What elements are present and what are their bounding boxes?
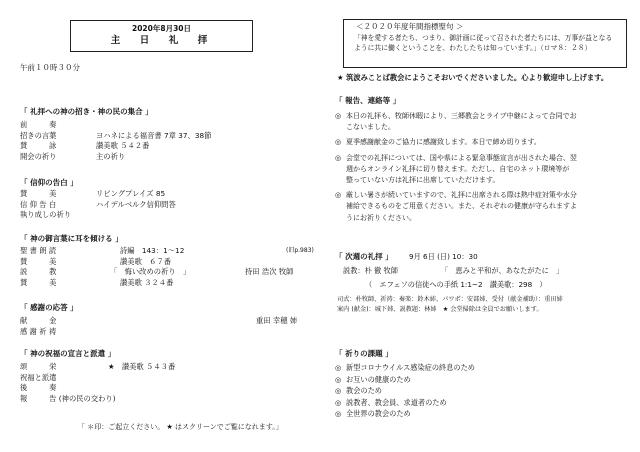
announcements-heading: 「 報告、連絡等 」 [335,96,401,105]
page-reference: (旧p.983) [286,247,314,254]
liturgy-item: 報 告 (神の民の交わり) [20,393,116,403]
liturgy-row [20,383,306,394]
liturgy-row [20,120,306,131]
next-scripture: （ エフェソの信徒への手紙 1:1~2 讃美歌：298 ） [365,280,547,289]
liturgy-row [20,373,306,384]
liturgy-item: 後 奏 [20,383,57,393]
title-box [70,20,253,52]
liturgy-item: 説 教 [20,267,57,277]
section-rows-response [20,316,306,337]
prayer-item [335,363,625,375]
double-circle-icon: ◎ [335,397,342,407]
double-circle-icon: ◎ [335,153,342,162]
preacher: 持田 浩次 牧師 [245,267,294,277]
liturgy-row [20,189,306,200]
announcement-text: 夏季感謝献金のご協力に感謝致します。本日で締め切ります。 [346,138,541,147]
announcement-item [335,190,625,224]
announcement-text: 週からオンライン礼拝に切り替えます。ただし、自宅のネット環境等が [346,164,570,173]
liturgy-row [20,278,306,289]
double-circle-icon: ◎ [335,386,342,396]
service-title: 主 日 礼 拝 [110,35,213,47]
liturgy-item: 招きの言葉 [20,130,57,140]
service-date: 2020年8月30日 [131,24,192,33]
announcement-text: こないました。 [346,123,395,132]
liturgy-item: 前 奏 [20,120,57,129]
liturgy-item: 頌 栄 [20,362,57,371]
prayer-list [335,363,625,421]
prayer-item [335,398,625,410]
liturgy-row [20,362,306,373]
liturgy-row [20,152,306,163]
liturgy-detail: 讃美歌 ３２４番 [120,277,174,287]
verse-line: ように共に働くということを、わたしたちは知っています。」（ロマ８：２８） [354,43,592,52]
prayer-text: 新型コロナウイルス感染症の終息のため [346,363,475,372]
prayer-item [335,409,625,421]
liturgy-item: 執り成しの祈り [20,210,72,220]
prayer-item [335,386,625,398]
liturgy-row [20,210,306,221]
next-service-heading: 「 次週の礼拝 」 [335,252,393,261]
liturgy-row [20,246,314,257]
prayer-heading: 「 祈りの課題 」 [335,349,393,358]
footnote: 「 ＊印：ご起立ください。 ★ はスクリーンでご覧になれます。」 [78,423,283,431]
liturgy-row [20,131,306,142]
section-heading-response: 「 感謝の応答 」 [20,303,78,312]
next-sermon-title: 「 恵みと平和が、あなたがたに 」 [441,266,564,275]
liturgy-detail: リビングプレイズ 85 [96,189,166,198]
section-heading-word: 「 神の御言葉に耳を傾ける 」 [20,234,123,243]
announcement-text: 補給できるものをご用意ください。また、それぞれの健康が守られますよ [346,202,577,211]
announcement-text: 厳しい暑さが続いていますので、礼拝に出席される際は熱中症対策や水分 [346,191,577,200]
section-heading-confession: 「 信仰の告白 」 [20,178,78,187]
prayer-text: 全世界の教会のため [346,409,411,419]
liturgy-detail: 讃美歌 ６７番 [120,256,172,266]
announcement-item [335,137,625,148]
section-rows-sending [20,362,306,404]
section-heading-gathering: 「 礼拝への神の招き・神の民の集合 」 [20,107,153,116]
double-circle-icon: ◎ [335,191,342,200]
section-rows-confession [20,189,306,221]
liturgy-detail: ★ 讃美歌 ５４３番 [108,362,176,371]
announcement-item [335,111,625,133]
next-roles: 司式：朴牧師、祈祷：奏楽：鈴木姉、パワポ：安部姉、受付（献金補助）：重田姉 [337,296,563,303]
prayer-text: お互いの健康のため [346,374,411,384]
liturgy-item: 献 金 [20,316,57,325]
liturgy-item: 信 仰 告 白 [20,199,57,209]
double-circle-icon: ◎ [335,363,342,372]
announcement-text: うにお祈りください。 [346,213,416,222]
welcome-message: ★ 筑波みことば教会にようこそおいでくださいました。心より歓迎申し上げます。 [337,73,609,82]
liturgy-item: 聖 書 朗 読 [20,246,57,255]
liturgy-item: 賛 美 [20,277,57,287]
verse-text [354,34,622,54]
section-rows-gathering [20,120,306,162]
liturgy-row [20,141,306,152]
prayer-text: 説教者、教会員、求道者のため [346,397,447,407]
liturgy-row [20,327,306,338]
next-service-date: 9月 6日 (日) 10：30 [409,252,478,261]
liturgy-row [20,257,306,268]
section-rows-word [20,246,314,288]
liturgy-detail: 主の祈り [96,151,126,161]
liturgy-row [20,316,306,327]
announcement-text: 整っていない方は礼拝に出席していただけます。 [346,175,500,184]
next-roles: 案内 (献金)：城下姉、説教題：林姉 ★ 会堂掃除は全員でお願いします。 [337,306,543,313]
liturgy-item: 賛 詠 [20,141,57,151]
liturgy-item: 開会の祈り [20,151,57,161]
liturgy-detail: 詩編 143：1〜12 [120,246,185,255]
liturgy-item: 賛 美 [20,189,57,198]
liturgy-row [20,394,306,405]
liturgy-detail: ヨハネによる福音書 7章 37、38節 [96,130,212,140]
offering-leader: 重田 幸穂 姉 [256,316,298,325]
service-time: 午前１０時３０分 [20,63,80,72]
liturgy-row [20,267,306,278]
double-circle-icon: ◎ [335,374,342,384]
liturgy-item: 祝福と派遣 [20,372,57,382]
liturgy-detail: ハイデルベルク信仰問答 [96,199,176,209]
announcement-text: 会堂での礼拝については、国や県による緊急事態宣言が出された場合、翌 [346,153,577,162]
double-circle-icon: ◎ [335,112,342,120]
double-circle-icon: ◎ [335,409,342,419]
verse-title: ＜２０２０年度年間指標聖句 ＞ [356,22,464,31]
liturgy-row [20,200,306,211]
liturgy-item: 賛 美 [20,256,57,266]
prayer-item [335,375,625,387]
annual-verse-box [343,19,627,68]
prayer-text: 教会のため [346,386,382,396]
liturgy-item: 感 謝 祈 祷 [20,326,57,336]
announcement-list [335,111,625,228]
sermon-title: 「 悔い改めの祈り 」 [110,267,191,277]
section-heading-sending: 「 神の祝福の宣言と派遣 」 [20,349,116,358]
double-circle-icon: ◎ [335,138,342,147]
verse-line: 「神を愛する者たち、つまり、御計画に従って召された者たちには、万事が益となる [354,34,613,42]
liturgy-detail: 讃美歌 ５４２番 [96,141,150,151]
announcement-item [335,153,625,187]
next-sermon-preacher: 説教：朴 徹 牧師 [343,266,398,275]
announcement-text: 本日の礼拝も、牧師休暇により、三郷教会とライブ中継によって合同でお [346,112,577,120]
